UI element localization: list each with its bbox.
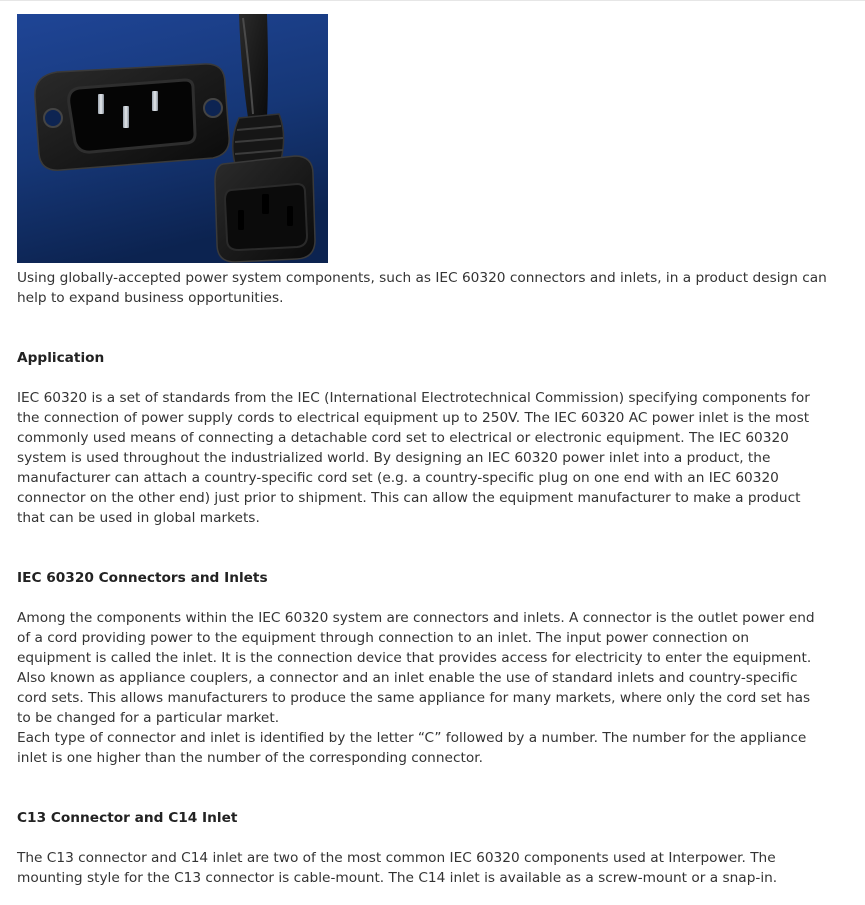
section-application bbox=[17, 348, 827, 528]
section-paragraph: Among the components within the IEC 60320 system are connectors and inlets. A connector is the outlet power end of a cord providing power to the equipment through connection to an inlet. The input power connection on equipment is called the inlet. It is the connection device that provides access for electricity to enter the equipment. bbox=[17, 610, 815, 666]
section-paragraph: Also known as appliance couplers, a connector and an inlet enable the use of standard inlets and country-specific cord sets. This allows manufacturers to produce the same appliance for many markets, where only the cord set has to be changed for a particular market. bbox=[17, 670, 811, 726]
section-connectors-and-inlets bbox=[17, 568, 827, 768]
section-c13-c14 bbox=[17, 808, 827, 888]
photo-caption: Using globally-accepted power system components, such as IEC 60320 connectors and inlets, in a product design can help to expand business opportunities. bbox=[17, 270, 827, 306]
connector-photo-illustration bbox=[17, 14, 328, 263]
section-heading: Application bbox=[17, 350, 105, 366]
section-paragraph: The C13 connector and C14 inlet are two of the most common IEC 60320 components used at Interpower. The mounting style for the C13 connector is cable-mount. The C14 inlet is available as a screw-mount or a snap-in. bbox=[17, 850, 778, 886]
product-photo bbox=[17, 14, 328, 263]
section-heading: C13 Connector and C14 Inlet bbox=[17, 810, 238, 826]
article-body bbox=[17, 14, 827, 888]
section-paragraph: Each type of connector and inlet is identified by the letter “C” followed by a number. The number for the appliance inlet is one higher than the number of the corresponding connector. bbox=[17, 730, 807, 766]
section-paragraph: IEC 60320 is a set of standards from the IEC (International Electrotechnical Commission) specifying components for the connection of power supply cords to electrical equipment up to 250V. The IEC 60320 AC power inlet is the most commonly used means of connecting a detachable cord set to electrical or electronic equipment. The IEC 60320 system is used throughout the industrialized world. By designing an IEC 60320 power inlet into a product, the manufacturer can attach a country-specific cord set (e.g. a country-specific plug on one end with an IEC 60320 connector on the other end) just prior to shipment. This can allow the equipment manufacturer to make a product that can be used in global markets. bbox=[17, 390, 810, 526]
section-heading: IEC 60320 Connectors and Inlets bbox=[17, 570, 268, 586]
top-divider bbox=[0, 0, 865, 1]
